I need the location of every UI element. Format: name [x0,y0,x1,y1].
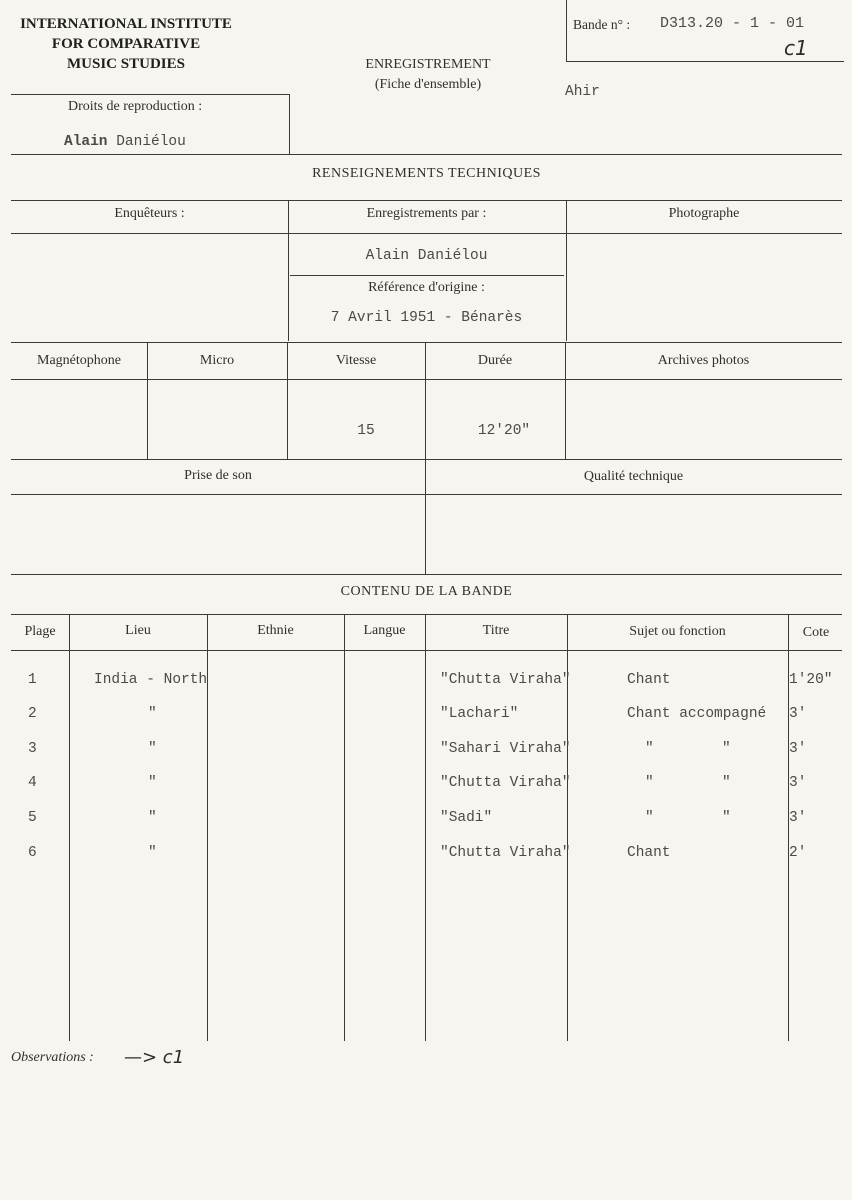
row-sujet: Chant [627,672,671,688]
col-archives-photos: Archives photos [657,353,750,368]
reference-line [290,275,564,276]
row-lieu: " [148,741,157,757]
col-langue: Langue [363,623,406,638]
equip-vline-1 [147,342,148,459]
form-subtitle: (Fiche d'ensemble) [374,77,482,92]
row-titre: "Lachari" [440,706,519,722]
table-row [0,706,852,726]
row-sujet-2: " [722,775,731,791]
droits-prefix: Alain [64,134,108,150]
row-cote: 3' [789,775,807,791]
reference-label: Référence d'origine : [368,280,485,295]
tech-line-7 [11,574,842,575]
table-row [0,775,852,795]
row-lieu: " [148,810,157,826]
row-lieu: " [148,845,157,861]
droits-value [64,134,186,150]
photographe-label: Photographe [668,206,740,221]
col-ethnie: Ethnie [257,623,294,638]
col-lieu: Lieu [125,623,151,638]
row-plage: 6 [28,845,37,861]
contenu-heading: CONTENU DE LA BANDE [340,584,513,599]
row-lieu: " [148,706,157,722]
col-vitesse: Vitesse [335,353,377,368]
row-sujet: " [645,775,654,791]
content-line-2 [11,650,842,651]
enqueteurs-label: Enquêteurs : [114,206,185,221]
row-plage: 2 [28,706,37,722]
row-plage: 3 [28,741,37,757]
row-titre: "Chutta Viraha" [440,775,571,791]
observations-label: Observations : [11,1050,94,1065]
enregistrements-label: Enregistrements par : [366,206,487,221]
row-cote: 3' [789,741,807,757]
bande-number: D313.20 - 1 - 01 [660,15,805,32]
bande-box-left [566,0,567,61]
col-magnetophone: Magnétophone [37,353,121,368]
row-sujet: Chant [627,845,671,861]
institute-line-2: FOR COMPARATIVE [51,36,201,52]
header-divider [11,154,842,155]
institute-name [8,14,244,74]
col-titre: Titre [482,623,510,638]
row-titre: "Sahari Viraha" [440,741,571,757]
equip-vline-3 [425,342,426,459]
table-row [0,672,852,692]
equip-vline-4 [565,342,566,459]
col-sujet: Sujet ou fonction [629,624,726,639]
row-titre: "Chutta Viraha" [440,672,571,688]
tech-line-4 [11,379,842,380]
recording-title: Ahir [565,84,600,100]
col-micro: Micro [199,353,235,368]
form-title: ENREGISTREMENT [365,57,491,72]
droits-name: Daniélou [116,134,186,150]
reference-value: 7 Avril 1951 - Bénarès [330,310,523,326]
tech-line-3 [11,342,842,343]
row-lieu: India - North [94,672,208,688]
row-plage: 5 [28,810,37,826]
row-plage: 1 [28,672,37,688]
prise-vline [425,459,426,574]
bande-label: Bande n° : [573,17,631,32]
vitesse-value: 15 [357,423,375,439]
row-sujet: Chant accompagné [627,706,767,722]
col-cote: Cote [802,625,830,640]
table-row [0,810,852,830]
droits-label: Droits de reproduction : [68,99,203,114]
table-row [0,845,852,865]
tech-line-5 [11,459,842,460]
duree-value: 12'20" [477,423,531,439]
col-plage: Plage [24,624,56,639]
row-sujet: " [645,810,654,826]
bande-box-bottom [566,61,844,62]
tech-vline-2 [566,200,567,341]
col-duree: Durée [477,353,513,368]
row-cote: 3' [789,810,807,826]
row-lieu: " [148,775,157,791]
row-cote: 1'20" [789,672,833,688]
row-titre: "Sadi" [440,810,493,826]
equip-vline-2 [287,342,288,459]
prise-de-son-label: Prise de son [184,468,252,483]
row-plage: 4 [28,775,37,791]
table-row [0,741,852,761]
row-cote: 3' [789,706,807,722]
droits-box-right [289,94,290,154]
observations-value: —> c1 [124,1047,185,1068]
tech-line-6 [11,494,842,495]
row-cote: 2' [789,845,807,861]
row-sujet-2: " [722,741,731,757]
tech-line-2 [11,233,842,234]
tech-heading: RENSEIGNEMENTS TECHNIQUES [312,166,541,181]
row-sujet-2: " [722,810,731,826]
row-titre: "Chutta Viraha" [440,845,571,861]
institute-line-1: INTERNATIONAL INSTITUTE [20,16,232,32]
droits-box-top [11,94,289,95]
enregistrements-value: Alain Daniélou [365,248,488,264]
qualite-technique-label: Qualité technique [583,469,684,484]
content-line-1 [11,614,842,615]
institute-line-3: MUSIC STUDIES [67,56,185,72]
bande-handwritten: c1 [784,36,808,60]
tech-line-1 [11,200,842,201]
row-sujet: " [645,741,654,757]
